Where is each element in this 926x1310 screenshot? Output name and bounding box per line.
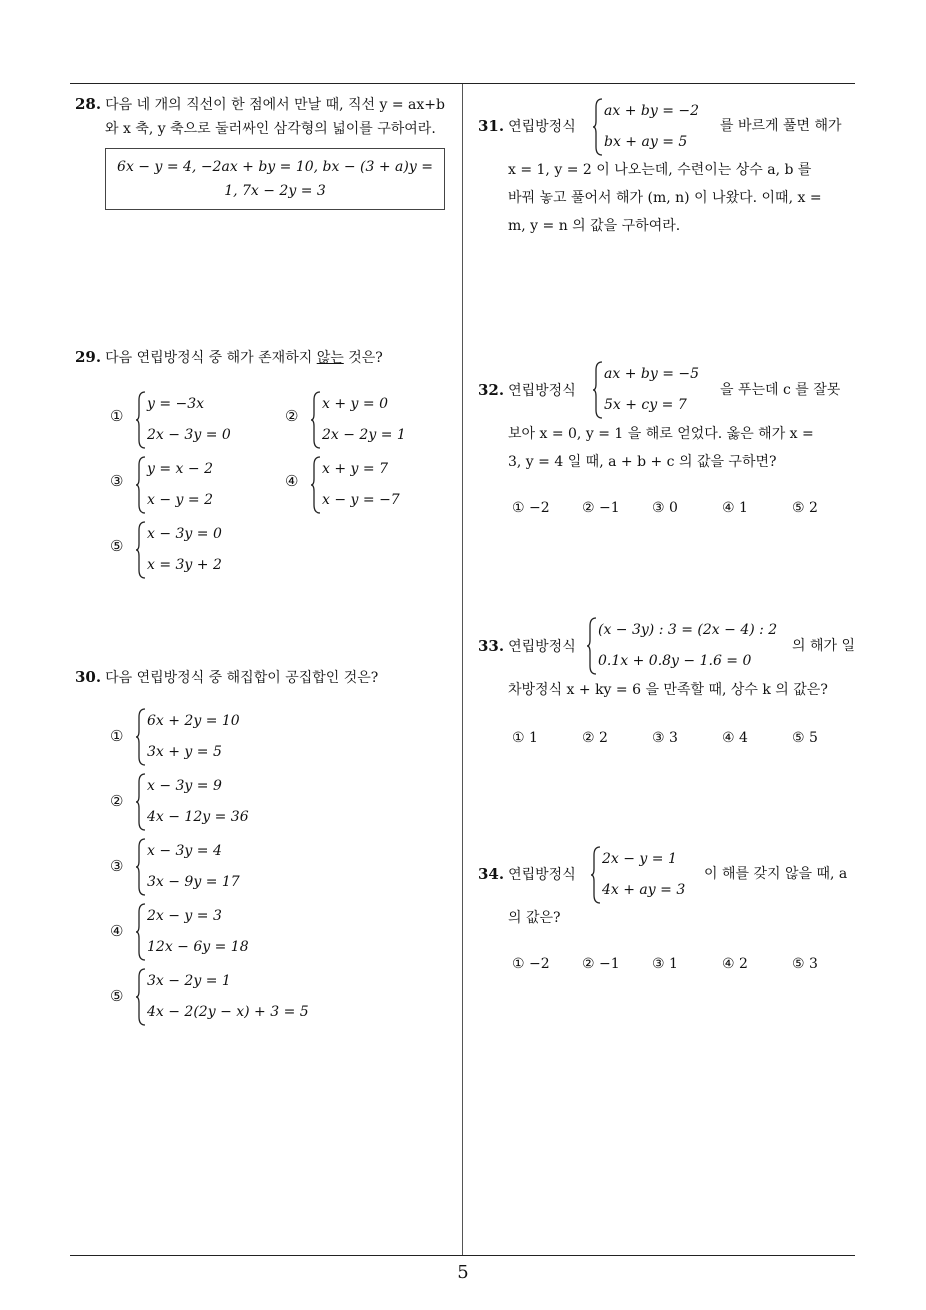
equation-1: 3x − 2y = 1 bbox=[147, 973, 231, 989]
equation-2: 3x − 9y = 17 bbox=[147, 874, 240, 890]
option-mark-4[interactable]: ④ bbox=[110, 922, 124, 940]
brace-icon bbox=[135, 707, 147, 767]
lead-text: 연립방정식 bbox=[508, 867, 576, 883]
choice-4[interactable]: ④ 1 bbox=[722, 500, 748, 516]
choice-3[interactable]: ③ 1 bbox=[652, 956, 678, 972]
question-text: 다음 연립방정식 중 해집합이 공집합인 것은? bbox=[105, 670, 379, 686]
question-31-body bbox=[508, 158, 860, 238]
question-text-end: 것은? bbox=[343, 350, 383, 366]
equation-1: y = x − 2 bbox=[147, 461, 213, 477]
question-31-tail: 를 바르게 풀면 해가 bbox=[720, 118, 842, 134]
question-32-tail: 을 푸는데 c 를 잘못 bbox=[720, 382, 841, 398]
choice-4[interactable]: ④ 4 bbox=[722, 730, 748, 746]
question-text: 다음 연립방정식 중 해가 존재하지 bbox=[105, 350, 317, 366]
option-mark-3[interactable]: ③ bbox=[110, 857, 124, 875]
brace-icon bbox=[135, 455, 147, 515]
body-line: 바꿔 놓고 풀어서 해가 (m, n) 이 나왔다. 이때, x = bbox=[508, 190, 822, 206]
equation-2: 0.1x + 0.8y − 1.6 = 0 bbox=[598, 653, 752, 669]
bottom-rule bbox=[70, 1255, 855, 1256]
question-number: 28. bbox=[75, 95, 102, 113]
option-mark-2[interactable]: ② bbox=[285, 407, 299, 425]
equation-1: x + y = 7 bbox=[322, 461, 388, 477]
answer-choices bbox=[512, 730, 862, 746]
brace-icon bbox=[135, 967, 147, 1027]
equation-2: 4x + ay = 3 bbox=[602, 882, 686, 898]
question-number: 33. bbox=[478, 637, 505, 655]
lead-text: 연립방정식 bbox=[508, 119, 576, 135]
body-line: 보아 x = 0, y = 1 을 해로 얻었다. 옳은 해가 x = bbox=[508, 426, 814, 442]
option-mark-5[interactable]: ⑤ bbox=[110, 537, 124, 555]
choice-3[interactable]: ③ 3 bbox=[652, 730, 678, 746]
equation-2: 3x + y = 5 bbox=[147, 744, 222, 760]
choice-2[interactable]: ② 2 bbox=[582, 730, 608, 746]
equation-1: x − 3y = 4 bbox=[147, 843, 222, 859]
equation-1: 2x − y = 3 bbox=[147, 908, 222, 924]
equation-box-line1: 6x − y = 4, −2ax + by = 10, bx − (3 + a)y = bbox=[117, 159, 433, 175]
choice-1[interactable]: ① −2 bbox=[512, 956, 550, 972]
equation-2: x − y = −7 bbox=[322, 492, 400, 508]
question-text: 다음 네 개의 직선이 한 점에서 만날 때, 직선 y = ax+b bbox=[105, 97, 445, 113]
equation-1: ax + by = −2 bbox=[604, 103, 700, 119]
brace-icon bbox=[135, 837, 147, 897]
equation-box-line2: 1, 7x − 2y = 3 bbox=[224, 183, 326, 199]
equation-1: x − 3y = 9 bbox=[147, 778, 222, 794]
equation-2: 5x + cy = 7 bbox=[604, 397, 687, 413]
equation-1: y = −3x bbox=[147, 396, 205, 412]
equation-box bbox=[105, 148, 445, 210]
equation-1: x + y = 0 bbox=[322, 396, 388, 412]
option-mark-4[interactable]: ④ bbox=[285, 472, 299, 490]
choice-2[interactable]: ② −1 bbox=[582, 956, 620, 972]
question-33-tail: 의 해가 일 bbox=[792, 638, 855, 654]
equation-2: 2x − 3y = 0 bbox=[147, 427, 231, 443]
option-mark-1[interactable]: ① bbox=[110, 407, 124, 425]
answer-choices bbox=[512, 956, 862, 972]
choice-1[interactable]: ① 1 bbox=[512, 730, 538, 746]
brace-icon bbox=[135, 520, 147, 580]
question-34-lead bbox=[478, 862, 576, 887]
brace-icon bbox=[310, 455, 322, 515]
equation-1: x − 3y = 0 bbox=[147, 526, 222, 542]
question-number: 29. bbox=[75, 348, 102, 366]
question-29 bbox=[75, 345, 383, 370]
brace-icon bbox=[586, 616, 598, 676]
choice-5[interactable]: ⑤ 5 bbox=[792, 730, 818, 746]
option-mark-5[interactable]: ⑤ bbox=[110, 987, 124, 1005]
lead-text: 연립방정식 bbox=[508, 383, 576, 399]
equation-2: x = 3y + 2 bbox=[147, 557, 222, 573]
equation-2: x − y = 2 bbox=[147, 492, 213, 508]
choice-4[interactable]: ④ 2 bbox=[722, 956, 748, 972]
question-28 bbox=[75, 92, 460, 141]
choice-2[interactable]: ② −1 bbox=[582, 500, 620, 516]
question-33-lead bbox=[478, 634, 576, 659]
equation-2: 4x − 2(2y − x) + 3 = 5 bbox=[147, 1004, 309, 1020]
question-34-body: 의 값은? bbox=[508, 910, 561, 926]
question-31-lead bbox=[478, 114, 576, 139]
brace-icon bbox=[590, 845, 602, 905]
equation-1: 2x − y = 1 bbox=[602, 851, 677, 867]
question-number: 32. bbox=[478, 381, 505, 399]
brace-icon bbox=[592, 360, 604, 420]
option-mark-3[interactable]: ③ bbox=[110, 472, 124, 490]
brace-icon bbox=[592, 97, 604, 157]
question-number: 31. bbox=[478, 117, 505, 135]
underlined-word: 않는 bbox=[316, 350, 344, 366]
body-line: x = 1, y = 2 이 나오는데, 수련이는 상수 a, b 를 bbox=[508, 162, 812, 178]
lead-text: 연립방정식 bbox=[508, 639, 576, 655]
brace-icon bbox=[135, 772, 147, 832]
brace-icon bbox=[135, 902, 147, 962]
option-mark-2[interactable]: ② bbox=[110, 792, 124, 810]
choice-3[interactable]: ③ 0 bbox=[652, 500, 678, 516]
question-34-tail: 이 해를 갖지 않을 때, a bbox=[704, 866, 848, 882]
equation-1: ax + by = −5 bbox=[604, 366, 700, 382]
equation-1: 6x + 2y = 10 bbox=[147, 713, 240, 729]
equation-1: (x − 3y) : 3 = (2x − 4) : 2 bbox=[598, 622, 778, 638]
question-number: 34. bbox=[478, 865, 505, 883]
column-divider bbox=[462, 84, 463, 1256]
choice-5[interactable]: ⑤ 3 bbox=[792, 956, 818, 972]
answer-choices bbox=[512, 500, 862, 516]
question-33-body: 차방정식 x + ky = 6 을 만족할 때, 상수 k 의 값은? bbox=[508, 682, 828, 698]
question-32-body bbox=[508, 422, 860, 474]
question-number: 30. bbox=[75, 668, 102, 686]
equation-2: 2x − 2y = 1 bbox=[322, 427, 406, 443]
question-32-lead bbox=[478, 378, 576, 403]
equation-2: 12x − 6y = 18 bbox=[147, 939, 249, 955]
equation-2: bx + ay = 5 bbox=[604, 134, 688, 150]
brace-icon bbox=[310, 390, 322, 450]
body-line: m, y = n 의 값을 구하여라. bbox=[508, 218, 681, 234]
choice-1[interactable]: ① −2 bbox=[512, 500, 550, 516]
brace-icon bbox=[135, 390, 147, 450]
question-30 bbox=[75, 665, 378, 690]
choice-5[interactable]: ⑤ 2 bbox=[792, 500, 818, 516]
question-text-line2: 와 x 축, y 축으로 둘러싸인 삼각형의 넓이를 구하여라. bbox=[105, 121, 436, 137]
equation-2: 4x − 12y = 36 bbox=[147, 809, 249, 825]
option-mark-1[interactable]: ① bbox=[110, 727, 124, 745]
body-line: 3, y = 4 일 때, a + b + c 의 값을 구하면? bbox=[508, 454, 777, 470]
page-number: 5 bbox=[457, 1262, 469, 1283]
